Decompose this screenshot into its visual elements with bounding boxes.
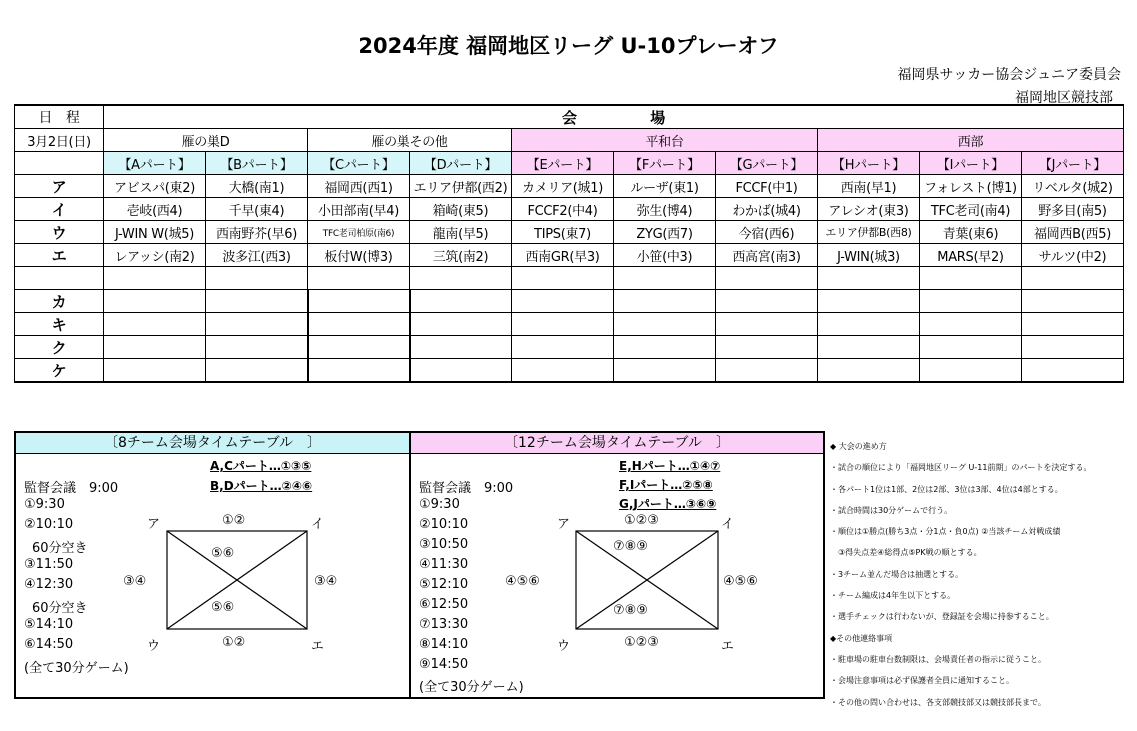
timetable-12-team	[409, 431, 825, 699]
venue-header: 会 場	[104, 105, 1124, 129]
row-label: カ	[15, 290, 104, 313]
time-slot: ①9:30	[419, 497, 460, 512]
team-cell: 青葉(東6)	[920, 221, 1022, 244]
group-assignment: G,Jパート…③⑥⑨	[619, 497, 717, 511]
part-header: 【Fパート】	[614, 152, 716, 175]
team-cell: 小田部南(早4)	[308, 198, 410, 221]
note-line: ・チーム編成は4年生以下とする。	[830, 591, 956, 601]
part-header: 【Aパート】	[104, 152, 206, 175]
edge-matches: ④⑤⑥	[723, 574, 758, 589]
team-cell	[512, 336, 614, 359]
team-cell: カメリア(城1)	[512, 175, 614, 198]
team-cell: 小笹(中3)	[614, 244, 716, 267]
note-line: ・会場注意事項は必ず保護者全員に通知すること。	[830, 676, 1014, 686]
team-cell: 龍南(早5)	[410, 221, 512, 244]
team-cell: ルーザ(東1)	[614, 175, 716, 198]
team-cell: エリア伊都(西2)	[410, 175, 512, 198]
team-cell	[512, 313, 614, 336]
team-cell: TIPS(東7)	[512, 221, 614, 244]
group-assignment: E,Hパート…①④⑦	[619, 459, 721, 473]
team-cell: ZYG(西7)	[614, 221, 716, 244]
date-cell: 3月2日(日)	[15, 129, 104, 152]
edge-matches: ①②	[222, 513, 246, 528]
team-cell	[614, 336, 716, 359]
match-diagram	[166, 530, 308, 630]
venue-name: 雁の巣その他	[308, 129, 512, 152]
group-assignment: A,Cパート…①③⑤	[210, 459, 312, 473]
team-cell: サルツ(中2)	[1022, 244, 1124, 267]
page-title: 2024年度 福岡地区リーグ U-10プレーオフ	[358, 34, 779, 58]
time-slot: ⑤12:10	[419, 577, 469, 592]
team-cell	[716, 359, 818, 383]
time-slot: ④12:30	[24, 577, 74, 592]
team-cell	[308, 313, 410, 336]
corner-label: イ	[311, 517, 325, 532]
team-cell	[614, 290, 716, 313]
edge-matches: ③④	[314, 574, 338, 589]
team-cell: TFC老司(南4)	[920, 198, 1022, 221]
team-cell	[512, 290, 614, 313]
team-cell: MARS(早2)	[920, 244, 1022, 267]
group-assignment: F,Iパート…②⑤⑧	[619, 478, 713, 492]
team-cell: FCCF2(中4)	[512, 198, 614, 221]
team-cell	[1022, 336, 1124, 359]
team-cell	[818, 313, 920, 336]
team-cell: 大橋(南1)	[206, 175, 308, 198]
row-label: ウ	[15, 221, 104, 244]
notes-heading: ◆その他連絡事項	[830, 633, 893, 643]
team-cell	[716, 313, 818, 336]
diagonal-matches: ⑤⑥	[211, 600, 235, 615]
schedule-table	[14, 104, 1124, 383]
team-cell: 福岡西(西1)	[308, 175, 410, 198]
team-cell	[104, 359, 206, 383]
part-header: 【Dパート】	[410, 152, 512, 175]
timetable-12-header: 〔12チーム会場タイムテーブル 〕	[411, 433, 823, 454]
row-label-blank	[15, 152, 104, 175]
team-cell	[818, 336, 920, 359]
team-cell: 板付W(博3)	[308, 244, 410, 267]
team-cell	[308, 336, 410, 359]
team-cell: フォレスト(博1)	[920, 175, 1022, 198]
organizer-line-2: 福岡地区競技部	[1015, 90, 1113, 106]
team-cell	[920, 267, 1022, 290]
note-line: ・駐車場の駐車台数制限は、会場責任者の指示に従うこと。	[830, 654, 1046, 664]
team-cell: 千早(東4)	[206, 198, 308, 221]
time-slot: ⑦13:30	[419, 617, 469, 632]
team-cell	[818, 290, 920, 313]
team-cell	[410, 359, 512, 383]
row-label: キ	[15, 313, 104, 336]
corner-label: ア	[557, 517, 571, 532]
time-slot: ④11:30	[419, 557, 469, 572]
team-cell	[104, 313, 206, 336]
time-slot: ⑥14:50	[24, 637, 74, 652]
venue-name: 西部	[818, 129, 1124, 152]
team-cell	[206, 290, 308, 313]
diagonal-matches: ⑦⑧⑨	[613, 603, 648, 618]
part-header: 【Iパート】	[920, 152, 1022, 175]
team-cell	[716, 267, 818, 290]
team-cell	[410, 313, 512, 336]
team-cell	[716, 336, 818, 359]
team-cell	[1022, 359, 1124, 383]
timetable-8-team	[14, 431, 411, 699]
corner-label: エ	[311, 639, 325, 654]
note-line: ・選手チェックは行わないが、登録証を会場に持参すること。	[830, 612, 1054, 622]
team-cell	[206, 313, 308, 336]
team-cell: 波多江(西3)	[206, 244, 308, 267]
team-cell	[818, 359, 920, 383]
footer-note: (全て30分ゲーム)	[419, 680, 524, 695]
team-cell	[920, 336, 1022, 359]
diagonal-matches: ⑦⑧⑨	[613, 539, 648, 554]
team-cell: J-WIN W(城5)	[104, 221, 206, 244]
team-cell	[920, 313, 1022, 336]
team-cell	[308, 267, 410, 290]
row-label: ク	[15, 336, 104, 359]
part-header: 【Bパート】	[206, 152, 308, 175]
time-slot: ③11:50	[24, 557, 74, 572]
edge-matches: ①②③	[624, 635, 659, 650]
team-cell	[308, 290, 410, 313]
part-header: 【Hパート】	[818, 152, 920, 175]
edge-matches: ④⑤⑥	[505, 574, 540, 589]
note-line: ③得失点差④総得点⑤PK戦の順とする。	[830, 548, 982, 558]
team-cell	[104, 290, 206, 313]
team-cell	[614, 313, 716, 336]
corner-label: イ	[721, 517, 735, 532]
team-cell	[206, 336, 308, 359]
note-line: ・各パート1位は1部、2位は2部、3位は3部、4位は4部とする。	[830, 484, 1063, 494]
note-line: ・3チーム並んだ場合は抽選とする。	[830, 569, 964, 579]
row-label: ケ	[15, 359, 104, 383]
part-header: 【Eパート】	[512, 152, 614, 175]
venue-name: 平和台	[512, 129, 818, 152]
note-line: ・その他の問い合わせは、各支部競技部又は競技部長まで。	[830, 697, 1046, 707]
team-cell	[716, 290, 818, 313]
edge-matches: ①②	[222, 635, 246, 650]
team-cell: 福岡西B(西5)	[1022, 221, 1124, 244]
notes-heading: ◆ 大会の進め方	[830, 442, 887, 451]
time-slot: ⑧14:10	[419, 637, 469, 652]
edge-matches: ①②③	[624, 513, 659, 528]
time-slot: ②10:10	[419, 517, 469, 532]
row-label: ア	[15, 175, 104, 198]
team-cell: 西南GR(早3)	[512, 244, 614, 267]
team-cell: 箱崎(東5)	[410, 198, 512, 221]
team-cell	[818, 267, 920, 290]
row-label	[15, 267, 104, 290]
part-header: 【Jパート】	[1022, 152, 1124, 175]
team-cell: J-WIN(城3)	[818, 244, 920, 267]
team-cell: 西南野芥(早6)	[206, 221, 308, 244]
corner-label: エ	[721, 639, 735, 654]
row-label: イ	[15, 198, 104, 221]
team-cell	[410, 267, 512, 290]
break-note: 60分空き	[32, 541, 88, 556]
team-cell	[920, 290, 1022, 313]
row-label: エ	[15, 244, 104, 267]
time-slot: ⑤14:10	[24, 617, 74, 632]
team-cell: 壱岐(西4)	[104, 198, 206, 221]
team-cell: アレシオ(東3)	[818, 198, 920, 221]
team-cell: 野多目(南5)	[1022, 198, 1124, 221]
team-cell: わかば(城4)	[716, 198, 818, 221]
break-note: 60分空き	[32, 601, 88, 616]
team-cell: アビスパ(東2)	[104, 175, 206, 198]
corner-label: ウ	[557, 639, 571, 654]
team-cell	[512, 359, 614, 383]
venue-name: 雁の巣D	[104, 129, 308, 152]
team-cell: 弥生(博4)	[614, 198, 716, 221]
team-cell: 西高宮(南3)	[716, 244, 818, 267]
team-cell	[1022, 267, 1124, 290]
corner-label: ア	[147, 517, 161, 532]
team-cell	[920, 359, 1022, 383]
team-cell	[104, 336, 206, 359]
team-cell	[206, 359, 308, 383]
meeting-time: 監督会議 9:00	[24, 481, 119, 496]
part-header: 【Gパート】	[716, 152, 818, 175]
team-cell: FCCF(中1)	[716, 175, 818, 198]
team-cell	[104, 267, 206, 290]
edge-matches: ③④	[123, 574, 147, 589]
team-cell	[1022, 313, 1124, 336]
team-cell	[614, 359, 716, 383]
team-cell	[614, 267, 716, 290]
tournament-notes	[830, 436, 1130, 713]
time-slot: ⑨14:50	[419, 657, 469, 672]
note-line: ・順位は①勝点(勝ち3点・分1点・負0点) ②当該チーム対戦成績	[830, 527, 1061, 537]
date-header: 日 程	[15, 105, 104, 129]
team-cell	[206, 267, 308, 290]
team-cell: 三筑(南2)	[410, 244, 512, 267]
team-cell: TFC老司柏原(南6)	[308, 221, 410, 244]
team-cell	[308, 359, 410, 383]
group-assignment: B,Dパート…②④⑥	[210, 479, 313, 493]
time-slot: ②10:10	[24, 517, 74, 532]
team-cell: 西南(早1)	[818, 175, 920, 198]
team-cell: レアッシ(南2)	[104, 244, 206, 267]
time-slot: ⑥12:50	[419, 597, 469, 612]
team-cell	[410, 290, 512, 313]
team-cell: 今宿(西6)	[716, 221, 818, 244]
team-cell	[1022, 290, 1124, 313]
note-line: ・試合時間は30分ゲームで行う。	[830, 505, 953, 515]
diagonal-matches: ⑤⑥	[211, 546, 235, 561]
part-header: 【Cパート】	[308, 152, 410, 175]
footer-note: (全て30分ゲーム)	[24, 661, 129, 676]
time-slot: ③10:50	[419, 537, 469, 552]
note-line: ・試合の順位により「福岡地区リーグ U-11前期」のパートを決定する。	[830, 463, 1092, 473]
organizer-line-1: 福岡県サッカー協会ジュニア委員会	[897, 67, 1121, 83]
corner-label: ウ	[147, 639, 161, 654]
meeting-time: 監督会議 9:00	[419, 481, 514, 496]
team-cell: リベルタ(城2)	[1022, 175, 1124, 198]
time-slot: ①9:30	[24, 497, 65, 512]
team-cell: エリア伊都B(西8)	[818, 221, 920, 244]
team-cell	[410, 336, 512, 359]
team-cell	[512, 267, 614, 290]
timetable-8-header: 〔8チーム会場タイムテーブル 〕	[16, 433, 409, 454]
